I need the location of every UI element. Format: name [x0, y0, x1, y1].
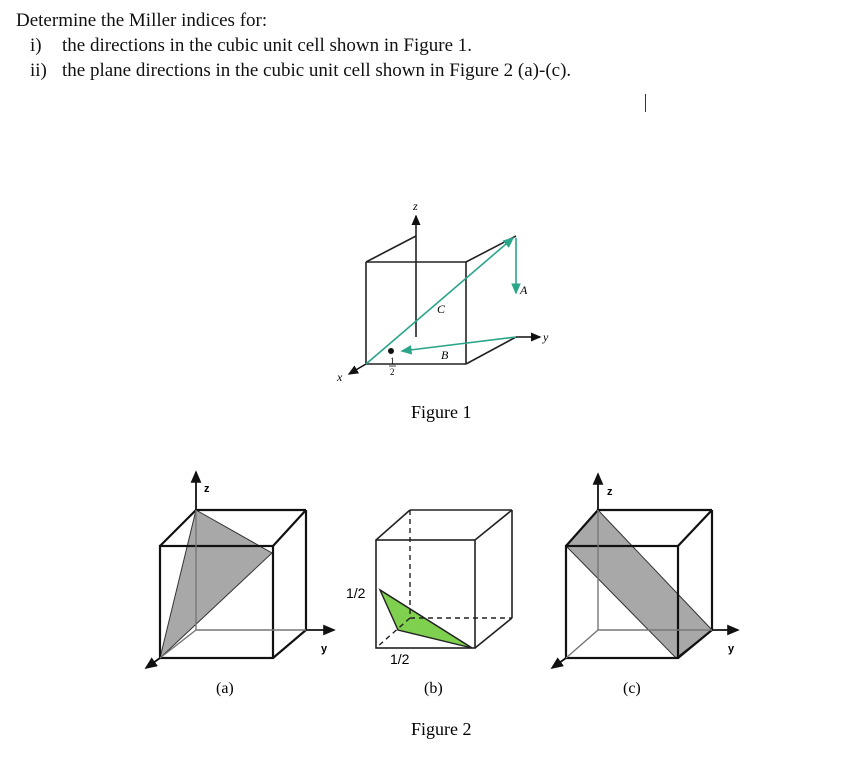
figure1-x-label: x: [337, 370, 343, 384]
cube-b-half-bottom: 1/2: [390, 651, 410, 667]
figure-1: [336, 199, 549, 422]
question-intro: Determine the Miller indices for:: [16, 10, 268, 31]
cube-a-x-axis: [146, 658, 160, 668]
vector-c: [366, 238, 513, 364]
figure1-z-label: z: [413, 199, 418, 213]
cube-c-x-axis: [552, 658, 566, 668]
figure-2a: [146, 472, 334, 697]
figure-2c: [552, 474, 738, 697]
vector-b-label: B: [441, 348, 449, 362]
figure1-x-axis: [349, 364, 366, 374]
fraction-denominator: 2: [390, 367, 395, 377]
cube-a-z-label: z: [204, 483, 210, 495]
cube-a-y-label: y: [321, 643, 328, 655]
cube-a-label: (a): [216, 680, 234, 697]
figure1-caption: Figure 1: [411, 402, 472, 422]
item-text: the plane directions in the cubic unit cell shown in Figure 2 (a)-(c).: [62, 60, 572, 81]
cube-b-half-left: 1/2: [346, 585, 366, 601]
vector-a-label: A: [520, 283, 528, 297]
figure-2b: [346, 510, 512, 697]
vector-b: [402, 337, 516, 351]
plane-a: [160, 510, 272, 658]
figure1-y-label: y: [543, 330, 549, 344]
item-text: the directions in the cubic unit cell shown in Figure 1.: [62, 35, 473, 56]
item-number: ii): [30, 60, 47, 81]
fraction-numerator: 1: [390, 356, 395, 366]
item-number: i): [30, 35, 42, 56]
vector-c-label: C: [437, 302, 446, 316]
cube-c-z-label: z: [607, 486, 613, 498]
cube-c-label: (c): [623, 680, 641, 697]
cube-c-y-label: y: [728, 643, 735, 655]
figure2-caption: Figure 2: [411, 719, 472, 739]
cube-b-label: (b): [424, 680, 443, 697]
plane-b-lower: [380, 590, 472, 648]
half-point-dot: [388, 348, 394, 354]
